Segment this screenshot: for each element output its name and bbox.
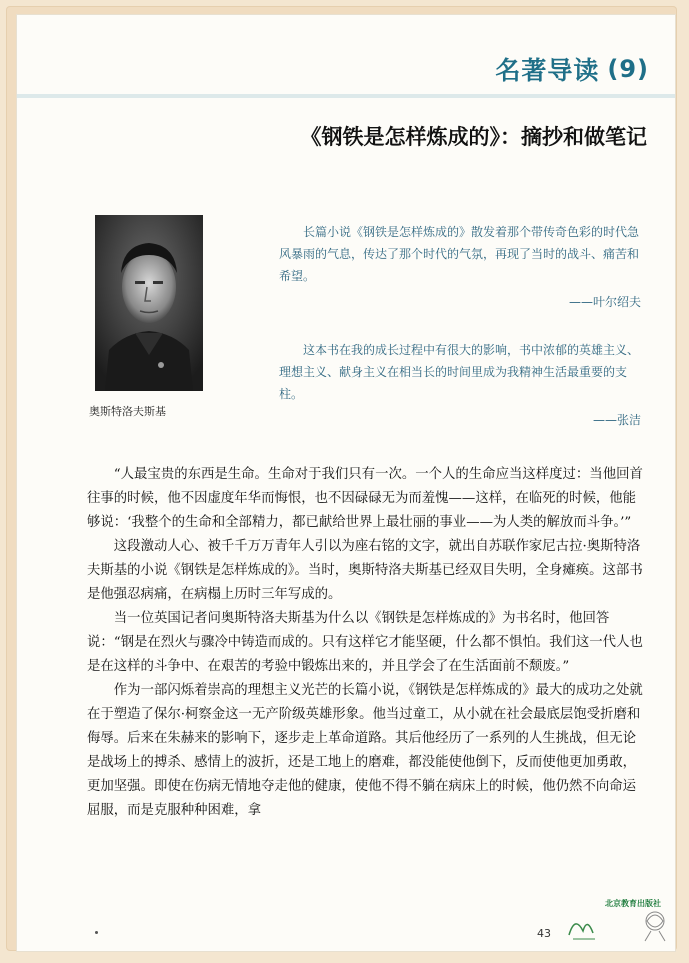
quote-block	[279, 339, 641, 431]
body-paragraph: 当一位英国记者问奥斯特洛夫斯基为什么以《钢铁是怎样炼成的》为书名时，他回答说：“钢是在烈火与骤冷中铸造而成的。只有这样它才能坚硬，什么都不惧怕。我们这一代人也是在这样的斗争中、在艰苦的考验中锻炼出来的，并且学会了在生活面前不颓废。”	[87, 611, 643, 674]
body-paragraph: 作为一部闪烁着崇高的理想主义光芒的长篇小说，《钢铁是怎样炼成的》最大的成功之处就在于塑造了保尔·柯察金这一无产阶级英雄形象。他当过童工，从小就在社会最底层饱受折磨和侮辱。后来在朱赫来的影响下，逐步走上革命道路。其后他经历了一系列的人生挑战，但无论是战场上的搏杀、感情上的波折，还是工地上的磨难，都没能使他倒下，反而使他更加勇敢，更加坚强。即使在伤病无情地夺走他的健康，使他不得不躺在病床上的时候，他仍然不向命运屈服，而是克服种种困难，拿	[87, 683, 643, 818]
portrait-image	[95, 215, 203, 391]
section-label: 名著导读	[495, 56, 600, 85]
watermark-label: 北京教育出版社	[605, 899, 661, 908]
page-title: 《钢铁是怎样炼成的》：摘抄和做笔记	[300, 125, 647, 149]
book-page	[16, 14, 676, 952]
body-paragraph: 这段激动人心、被千千万万青年人引以为座右铭的文字，就出自苏联作家尼古拉·奥斯特洛夫斯基的小说《钢铁是怎样炼成的》。当时，奥斯特洛夫斯基已经双目失明，全身瘫痪。这部书是他强忍病痛，在病榻上历时三年写成的。	[87, 539, 643, 602]
quotes-section	[279, 221, 641, 431]
quote-text: 长篇小说《钢铁是怎样炼成的》散发着那个带传奇色彩的时代急风暴雨的气息，传达了那个时代的气氛，再现了当时的战斗、痛苦和希望。	[279, 225, 640, 283]
quote-author: ——张洁	[592, 413, 641, 427]
quote-author: ——叶尔绍夫	[568, 295, 641, 309]
portrait-caption: 奥斯特洛夫斯基	[89, 405, 166, 418]
section-number: (9)	[607, 55, 649, 83]
quote-block	[279, 221, 641, 313]
author-portrait	[95, 215, 203, 391]
page-number: 43	[537, 927, 551, 940]
section-header	[495, 51, 649, 87]
quote-text: 这本书在我的成长过程中有很大的影响，书中浓郁的英雄主义、理想主义、献身主义在相当长的时间里成为我精神生活最重要的支柱。	[279, 343, 640, 401]
article-body	[87, 463, 643, 823]
decorative-dot	[95, 931, 98, 934]
body-paragraph: “人最宝贵的东西是生命。生命对于我们只有一次。一个人的生命应当这样度过：当他回首往事的时候，他不因虚度年华而悔恨，也不因碌碌无为而羞愧——这样，在临死的时候，他能够说：‘我整个的生命和全部精力，都已献给世界上最壮丽的事业——为人类的解放而斗争。’”	[87, 467, 643, 530]
header-rule	[17, 94, 675, 98]
